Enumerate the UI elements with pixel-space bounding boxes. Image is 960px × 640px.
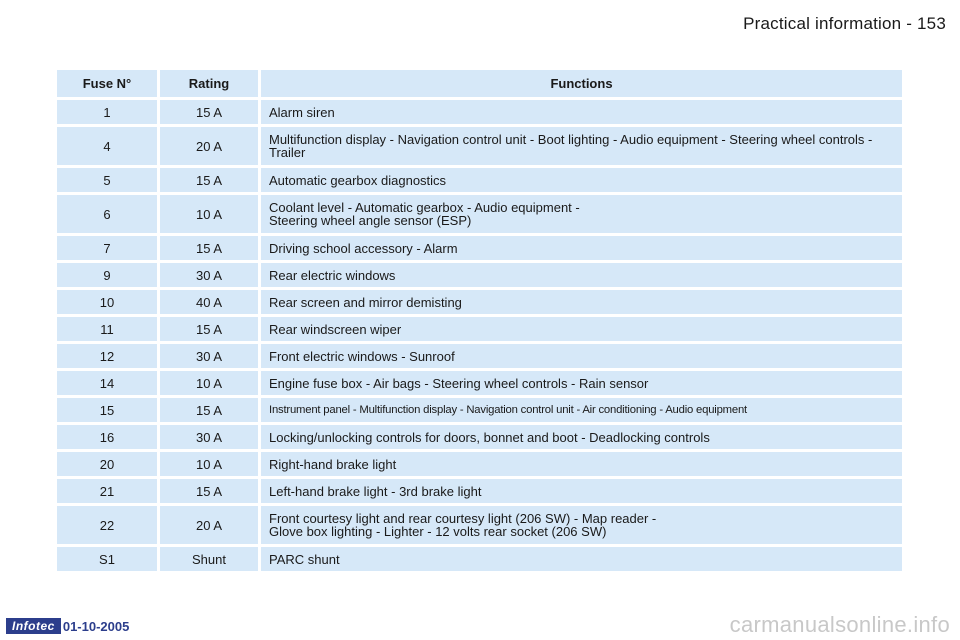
rating-cell: 15 A [160,317,261,341]
rating-cell: Shunt [160,547,261,571]
fuse-number-cell: 7 [57,236,160,260]
footer [6,618,129,634]
functions-cell: PARC shunt [261,547,902,571]
table-row [57,195,902,233]
rating-cell: 15 A [160,479,261,503]
fuse-number-cell: 12 [57,344,160,368]
functions-cell: Alarm siren [261,100,902,124]
table-row [57,398,902,422]
functions-cell: Left-hand brake light - 3rd brake light [261,479,902,503]
functions-cell: Instrument panel - Multifunction display - Navigation control unit - Air conditioning - Audio equipment [261,398,902,422]
functions-cell: Coolant level - Automatic gearbox - Audio equipment - Steering wheel angle sensor (ESP) [261,195,902,233]
fuse-number-cell: 15 [57,398,160,422]
rating-cell: 30 A [160,425,261,449]
table-row [57,290,902,314]
table-row [57,479,902,503]
rating-cell: 20 A [160,127,261,165]
fuse-number-cell: 14 [57,371,160,395]
header-fuse-number: Fuse N° [57,70,160,97]
table-row [57,452,902,476]
table-row [57,506,902,544]
fuse-table [57,67,902,574]
rating-cell: 15 A [160,100,261,124]
table-row [57,100,902,124]
fuse-number-cell: 11 [57,317,160,341]
rating-cell: 10 A [160,195,261,233]
functions-cell: Rear electric windows [261,263,902,287]
fuse-number-cell: 16 [57,425,160,449]
fuse-number-cell: 21 [57,479,160,503]
fuse-number-cell: S1 [57,547,160,571]
header-rating: Rating [160,70,261,97]
rating-cell: 15 A [160,398,261,422]
fuse-number-cell: 1 [57,100,160,124]
rating-cell: 15 A [160,168,261,192]
table-header-row [57,70,902,97]
functions-cell: Engine fuse box - Air bags - Steering wheel controls - Rain sensor [261,371,902,395]
watermark: carmanualsonline.info [729,612,950,637]
functions-cell: Front electric windows - Sunroof [261,344,902,368]
rating-cell: 15 A [160,236,261,260]
fuse-number-cell: 4 [57,127,160,165]
rating-cell: 40 A [160,290,261,314]
page-title: Practical information - 153 [743,14,946,33]
functions-cell: Locking/unlocking controls for doors, bonnet and boot - Deadlocking controls [261,425,902,449]
fuse-number-cell: 6 [57,195,160,233]
fuse-number-cell: 5 [57,168,160,192]
header-functions: Functions [261,70,902,97]
table-row [57,344,902,368]
fuse-table-body [57,100,902,571]
functions-cell: Front courtesy light and rear courtesy light (206 SW) - Map reader - Glove box lighting - Lighter - 12 volts rear socket (206 SW) [261,506,902,544]
rating-cell: 30 A [160,344,261,368]
table-row [57,168,902,192]
functions-cell: Driving school accessory - Alarm [261,236,902,260]
fuse-number-cell: 9 [57,263,160,287]
table-row [57,371,902,395]
footer-date: 01-10-2005 [62,618,130,634]
table-row [57,236,902,260]
fuse-number-cell: 20 [57,452,160,476]
table-row [57,127,902,165]
functions-cell: Multifunction display - Navigation control unit - Boot lighting - Audio equipment - Steering wheel controls - Trailer [261,127,902,165]
fuse-number-cell: 10 [57,290,160,314]
functions-cell: Right-hand brake light [261,452,902,476]
functions-cell: Rear windscreen wiper [261,317,902,341]
functions-cell: Rear screen and mirror demisting [261,290,902,314]
fuse-number-cell: 22 [57,506,160,544]
table-row [57,547,902,571]
infotec-logo: Infotec [6,618,61,634]
functions-cell: Automatic gearbox diagnostics [261,168,902,192]
table-row [57,425,902,449]
rating-cell: 30 A [160,263,261,287]
table-row [57,317,902,341]
rating-cell: 10 A [160,452,261,476]
rating-cell: 10 A [160,371,261,395]
rating-cell: 20 A [160,506,261,544]
table-row [57,263,902,287]
